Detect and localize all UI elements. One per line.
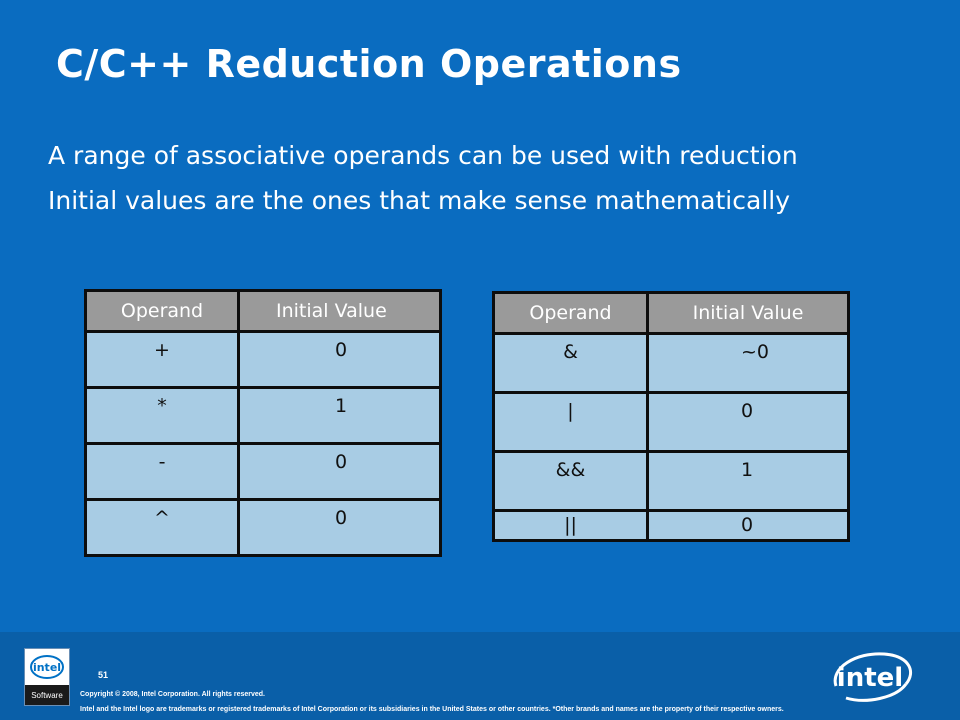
table-header-row [494,293,849,334]
table-row [494,393,849,452]
initial-value-cell: 0 [648,393,849,452]
initial-value-cell: 0 [648,511,849,541]
table-row [494,511,849,541]
operand-cell: || [494,511,648,541]
table-row [494,334,849,393]
table-row [86,388,441,444]
initial-value-cell: 0 [239,444,441,500]
header-operand: Operand [86,291,239,332]
operand-cell: && [494,452,648,511]
bullet-2: Initial values are the ones that make sense mathematically [48,186,791,215]
initial-value-cell: 0 [239,332,441,388]
table-row [86,500,441,556]
operand-cell: | [494,393,648,452]
operand-cell: ^ [86,500,239,556]
copyright-text: Copyright © 2008, Intel Corporation. All rights reserved. [80,691,265,698]
operand-cell: * [86,388,239,444]
initial-value-cell: 0 [239,500,441,556]
initial-value-cell: ~0 [648,334,849,393]
slide-title: C/C++ Reduction Operations [56,42,682,86]
intel-software-badge-icon [25,649,69,685]
intel-logo [826,646,916,708]
reduction-table-right [492,291,850,542]
bullet-1: A range of associative operands can be used with reduction [48,141,798,170]
reduction-table-left [84,289,442,557]
initial-value-cell: 1 [648,452,849,511]
software-logo-wordmark: intel [32,661,62,674]
table-row [86,332,441,388]
header-operand: Operand [494,293,648,334]
intel-logo-icon [826,646,916,708]
operand-cell: + [86,332,239,388]
trademark-text: Intel and the Intel logo are trademarks or registered trademarks of Intel Corporation or its subsidiaries in the United States or other countries. *Other brands and names are the property of their respective owners. [80,706,784,713]
header-initial-value: Initial Value [239,291,441,332]
operand-cell: - [86,444,239,500]
intel-software-logo [24,648,70,706]
header-initial-value: Initial Value [648,293,849,334]
operand-cell: & [494,334,648,393]
intel-logo-wordmark: intel [836,663,904,693]
table-header-row [86,291,441,332]
software-logo-label: Software [25,685,69,705]
initial-value-cell: 1 [239,388,441,444]
table-row [494,452,849,511]
table-row [86,444,441,500]
page-number: 51 [98,670,109,680]
